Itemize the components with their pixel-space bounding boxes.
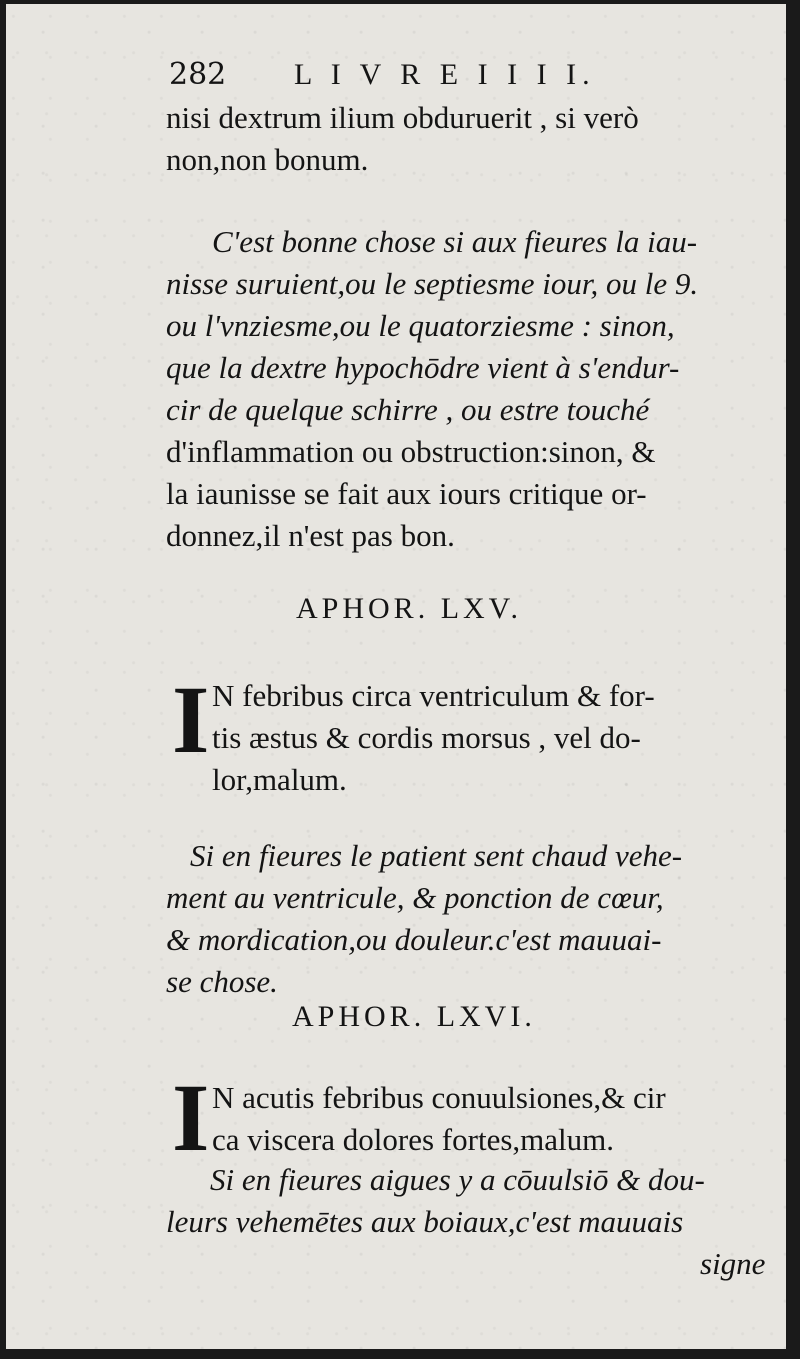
drop-capital: I [172,666,210,773]
text-line: Si en fieures le patient sent chaud vehe- [190,838,683,873]
text-line: & mordication,ou douleur.c'est mauuai- [166,922,662,957]
text-line: signe [700,1246,766,1281]
text-line: lor,malum. [212,762,347,797]
text-line: Si en fieures aigues y a cōuulsiō & dou- [210,1162,705,1197]
text-line: d'inflammation ou obstruction:sinon, & [166,434,656,469]
text-line: ment au ventricule, & ponction de cœur, [166,880,664,915]
text-line: ca viscera dolores fortes,malum. [212,1122,614,1157]
book-page [6,4,786,1349]
text-line: que la dextre hypochōdre vient à s'endur- [166,350,680,385]
text-line: non,non bonum. [166,142,369,177]
text-line: donnez,il n'est pas bon. [166,518,455,553]
text-line: nisi dextrum ilium obduruerit , si verò [166,100,639,135]
text-line: C'est bonne chose si aux fieures la iau- [212,224,698,259]
text-line: se chose. [166,964,278,999]
text-line: cir de quelque schirre , ou estre touché [166,392,650,427]
text-line: N febribus circa ventriculum & for- [212,678,655,713]
text-line: la iaunisse se fait aux iours critique or- [166,476,647,511]
text-line: N acutis febribus conuulsiones,& cir [212,1080,666,1115]
running-title: L I V R E I I I I. [294,58,596,91]
text-line: leurs vehemētes aux boiaux,c'est mauuais [166,1204,684,1239]
page-number: 282 [169,57,227,92]
drop-capital: I [172,1064,210,1171]
text-line: nisse suruient,ou le septiesme iour, ou le 9. [166,266,699,301]
text-line: tis æstus & cordis morsus , vel do- [212,720,641,755]
text-line: ou l'vnziesme,ou le quatorziesme : sinon, [166,308,675,343]
aphorism-heading: APHOR. LXV. [296,592,522,625]
aphorism-heading: APHOR. LXVI. [292,1000,536,1033]
